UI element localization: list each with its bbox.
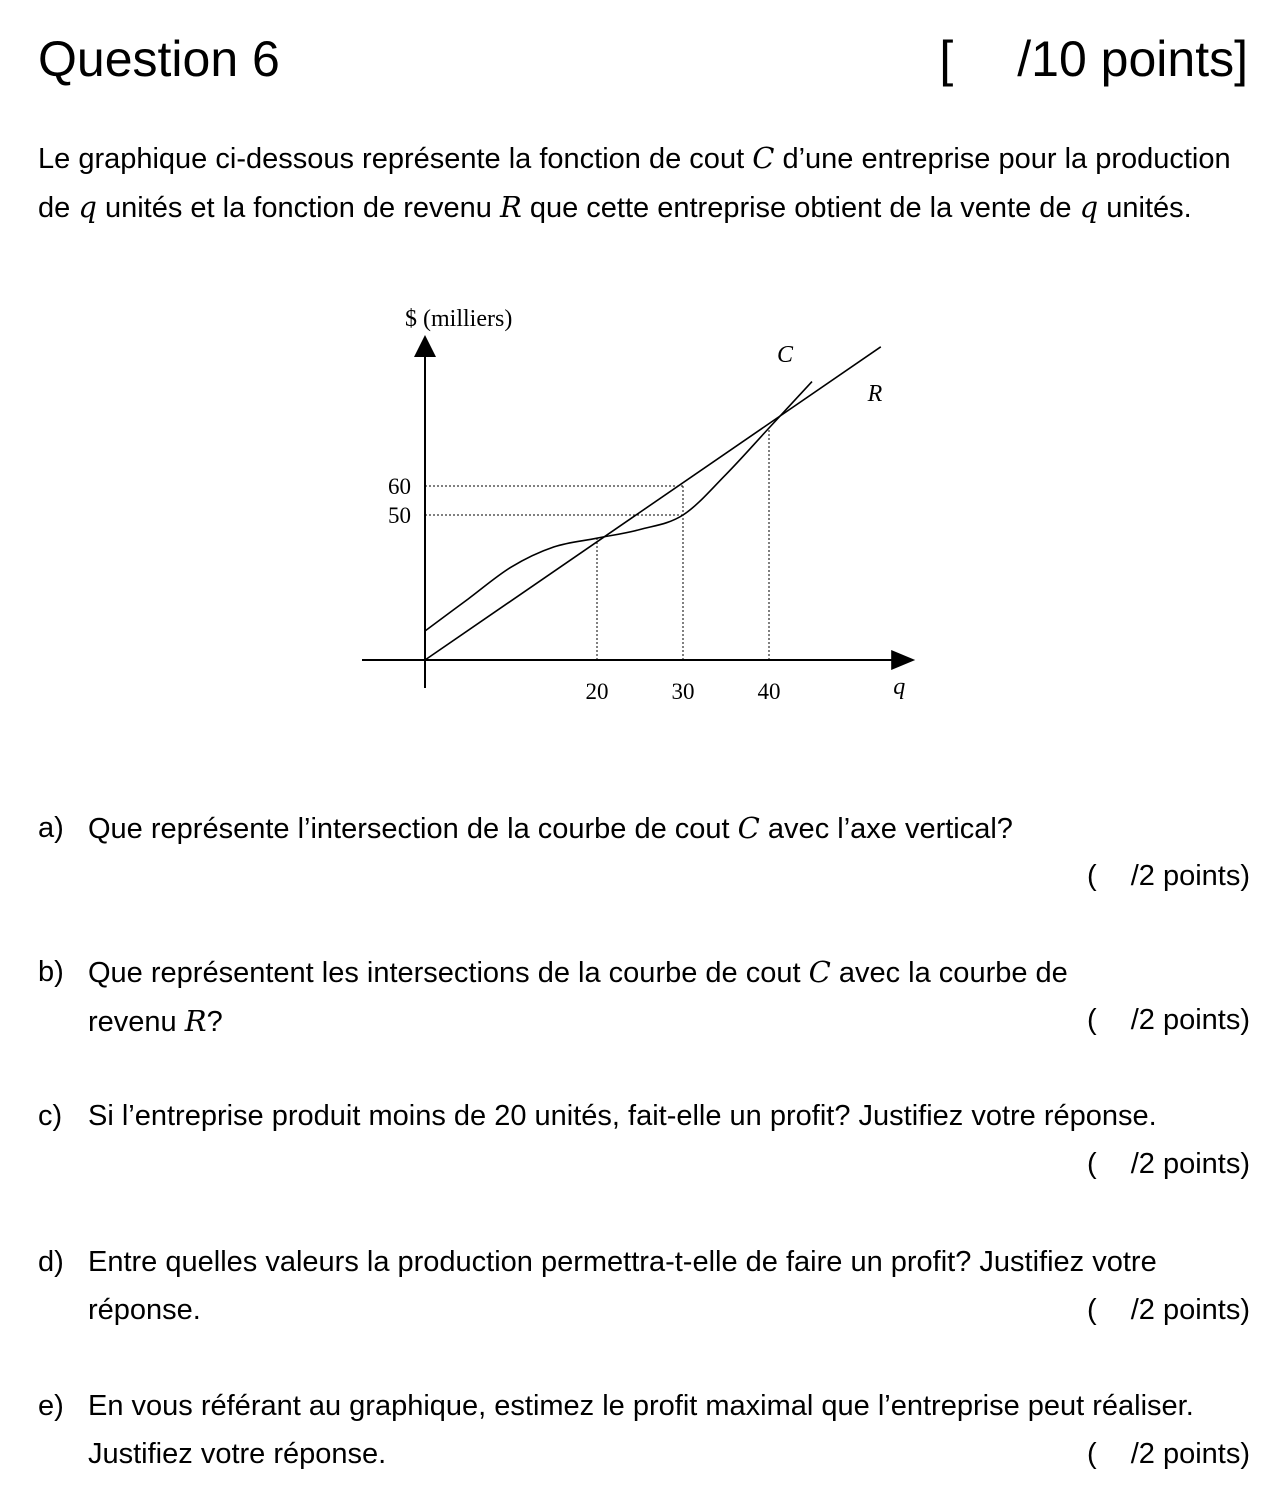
x-tick-label-40: 40: [757, 679, 781, 704]
question-e-points-open: (: [1087, 1438, 1097, 1470]
x-tick-label-20: 20: [585, 679, 609, 704]
question-a-points-label: /2 points): [1130, 860, 1250, 892]
question-d-points-label: /2 points): [1130, 1294, 1250, 1326]
question-b-var-r: R: [184, 1004, 207, 1038]
cost-revenue-chart: [340, 300, 960, 720]
x-tick-label-30: 30: [671, 679, 695, 704]
intro-text-2: d’une entreprise pour la production de: [38, 143, 1231, 224]
question-a: [38, 804, 1250, 852]
question-e-letter: e): [38, 1390, 64, 1422]
series-label-r: R: [867, 381, 883, 407]
question-a-text-1: Que représente l’intersection de la courbe de cout: [88, 813, 738, 845]
question-e: [38, 1382, 1250, 1478]
intro-var-q: q: [78, 190, 97, 224]
x-axis-label: q: [893, 674, 906, 700]
question-e-points-label: /2 points): [1130, 1438, 1250, 1470]
question-d-points: [1087, 1286, 1250, 1334]
question-c-letter: c): [38, 1100, 63, 1132]
series-c-line: [425, 382, 812, 631]
y-tick-label-60: 60: [388, 474, 411, 499]
total-points-open-bracket: [: [939, 31, 954, 87]
question-d: [38, 1238, 1250, 1334]
question-c-points: [1087, 1140, 1250, 1188]
question-b-points-label: /2 points): [1130, 1004, 1250, 1036]
intro-var-r: R: [499, 190, 522, 224]
total-points-label: /10 points]: [1017, 31, 1248, 87]
question-title: Question 6: [38, 31, 280, 87]
question-b-points-open: (: [1087, 1004, 1097, 1036]
y-tick-label-50: 50: [388, 503, 411, 528]
intro-text-3: unités et la fonction de revenu: [96, 192, 500, 224]
question-b-text-1: Que représentent les intersections de la courbe de cout: [88, 957, 809, 989]
y-axis-arrow-icon: [414, 335, 436, 357]
y-axis-label: $ (milliers): [405, 306, 513, 332]
question-d-text: Entre quelles valeurs la production permettra-t-elle de faire un profit? Justifiez votre réponse.: [88, 1246, 1157, 1326]
question-a-points-open: (: [1087, 860, 1097, 892]
series-r-line: [425, 347, 881, 660]
question-c-points-label: /2 points): [1130, 1148, 1250, 1180]
question-e-text: En vous référant au graphique, estimez le profit maximal que l’entreprise peut réaliser. Justifiez votre réponse.: [88, 1390, 1194, 1470]
total-points: [939, 28, 1248, 90]
question-a-var-c: C: [737, 811, 760, 845]
intro-var-q-2: q: [1079, 190, 1099, 224]
question-e-points: [1087, 1430, 1250, 1478]
question-b-var-c: C: [808, 955, 831, 989]
intro-paragraph: [38, 134, 1248, 232]
question-c-points-open: (: [1087, 1148, 1097, 1180]
question-a-letter: a): [38, 812, 64, 844]
question-b-letter: b): [38, 956, 64, 988]
series-label-c: C: [776, 342, 794, 368]
x-axis-arrow-icon: [891, 650, 915, 670]
question-b-text: [88, 948, 1158, 1046]
intro-var-c: C: [752, 141, 775, 175]
question-b: [38, 948, 1250, 1044]
question-c-text: Si l’entreprise produit moins de 20 unités, fait-elle un profit? Justifiez votre réponse.: [88, 1100, 1157, 1132]
intro-text-5: unités.: [1098, 192, 1192, 224]
question-b-text-3: ?: [206, 1006, 223, 1038]
intro-text-4: que cette entreprise obtient de la vente de: [521, 192, 1080, 224]
question-c: [38, 1092, 1250, 1188]
intro-text-1: Le graphique ci-dessous représente la fonction de cout: [38, 143, 753, 175]
question-b-points: [1087, 996, 1250, 1044]
question-a-text: [88, 804, 1248, 853]
question-a-text-2: avec l’axe vertical?: [759, 813, 1013, 845]
question-b-text-2: avec la courbe de revenu: [88, 957, 1068, 1038]
question-a-points: [1087, 852, 1250, 900]
question-d-points-open: (: [1087, 1294, 1097, 1326]
question-d-letter: d): [38, 1246, 64, 1278]
